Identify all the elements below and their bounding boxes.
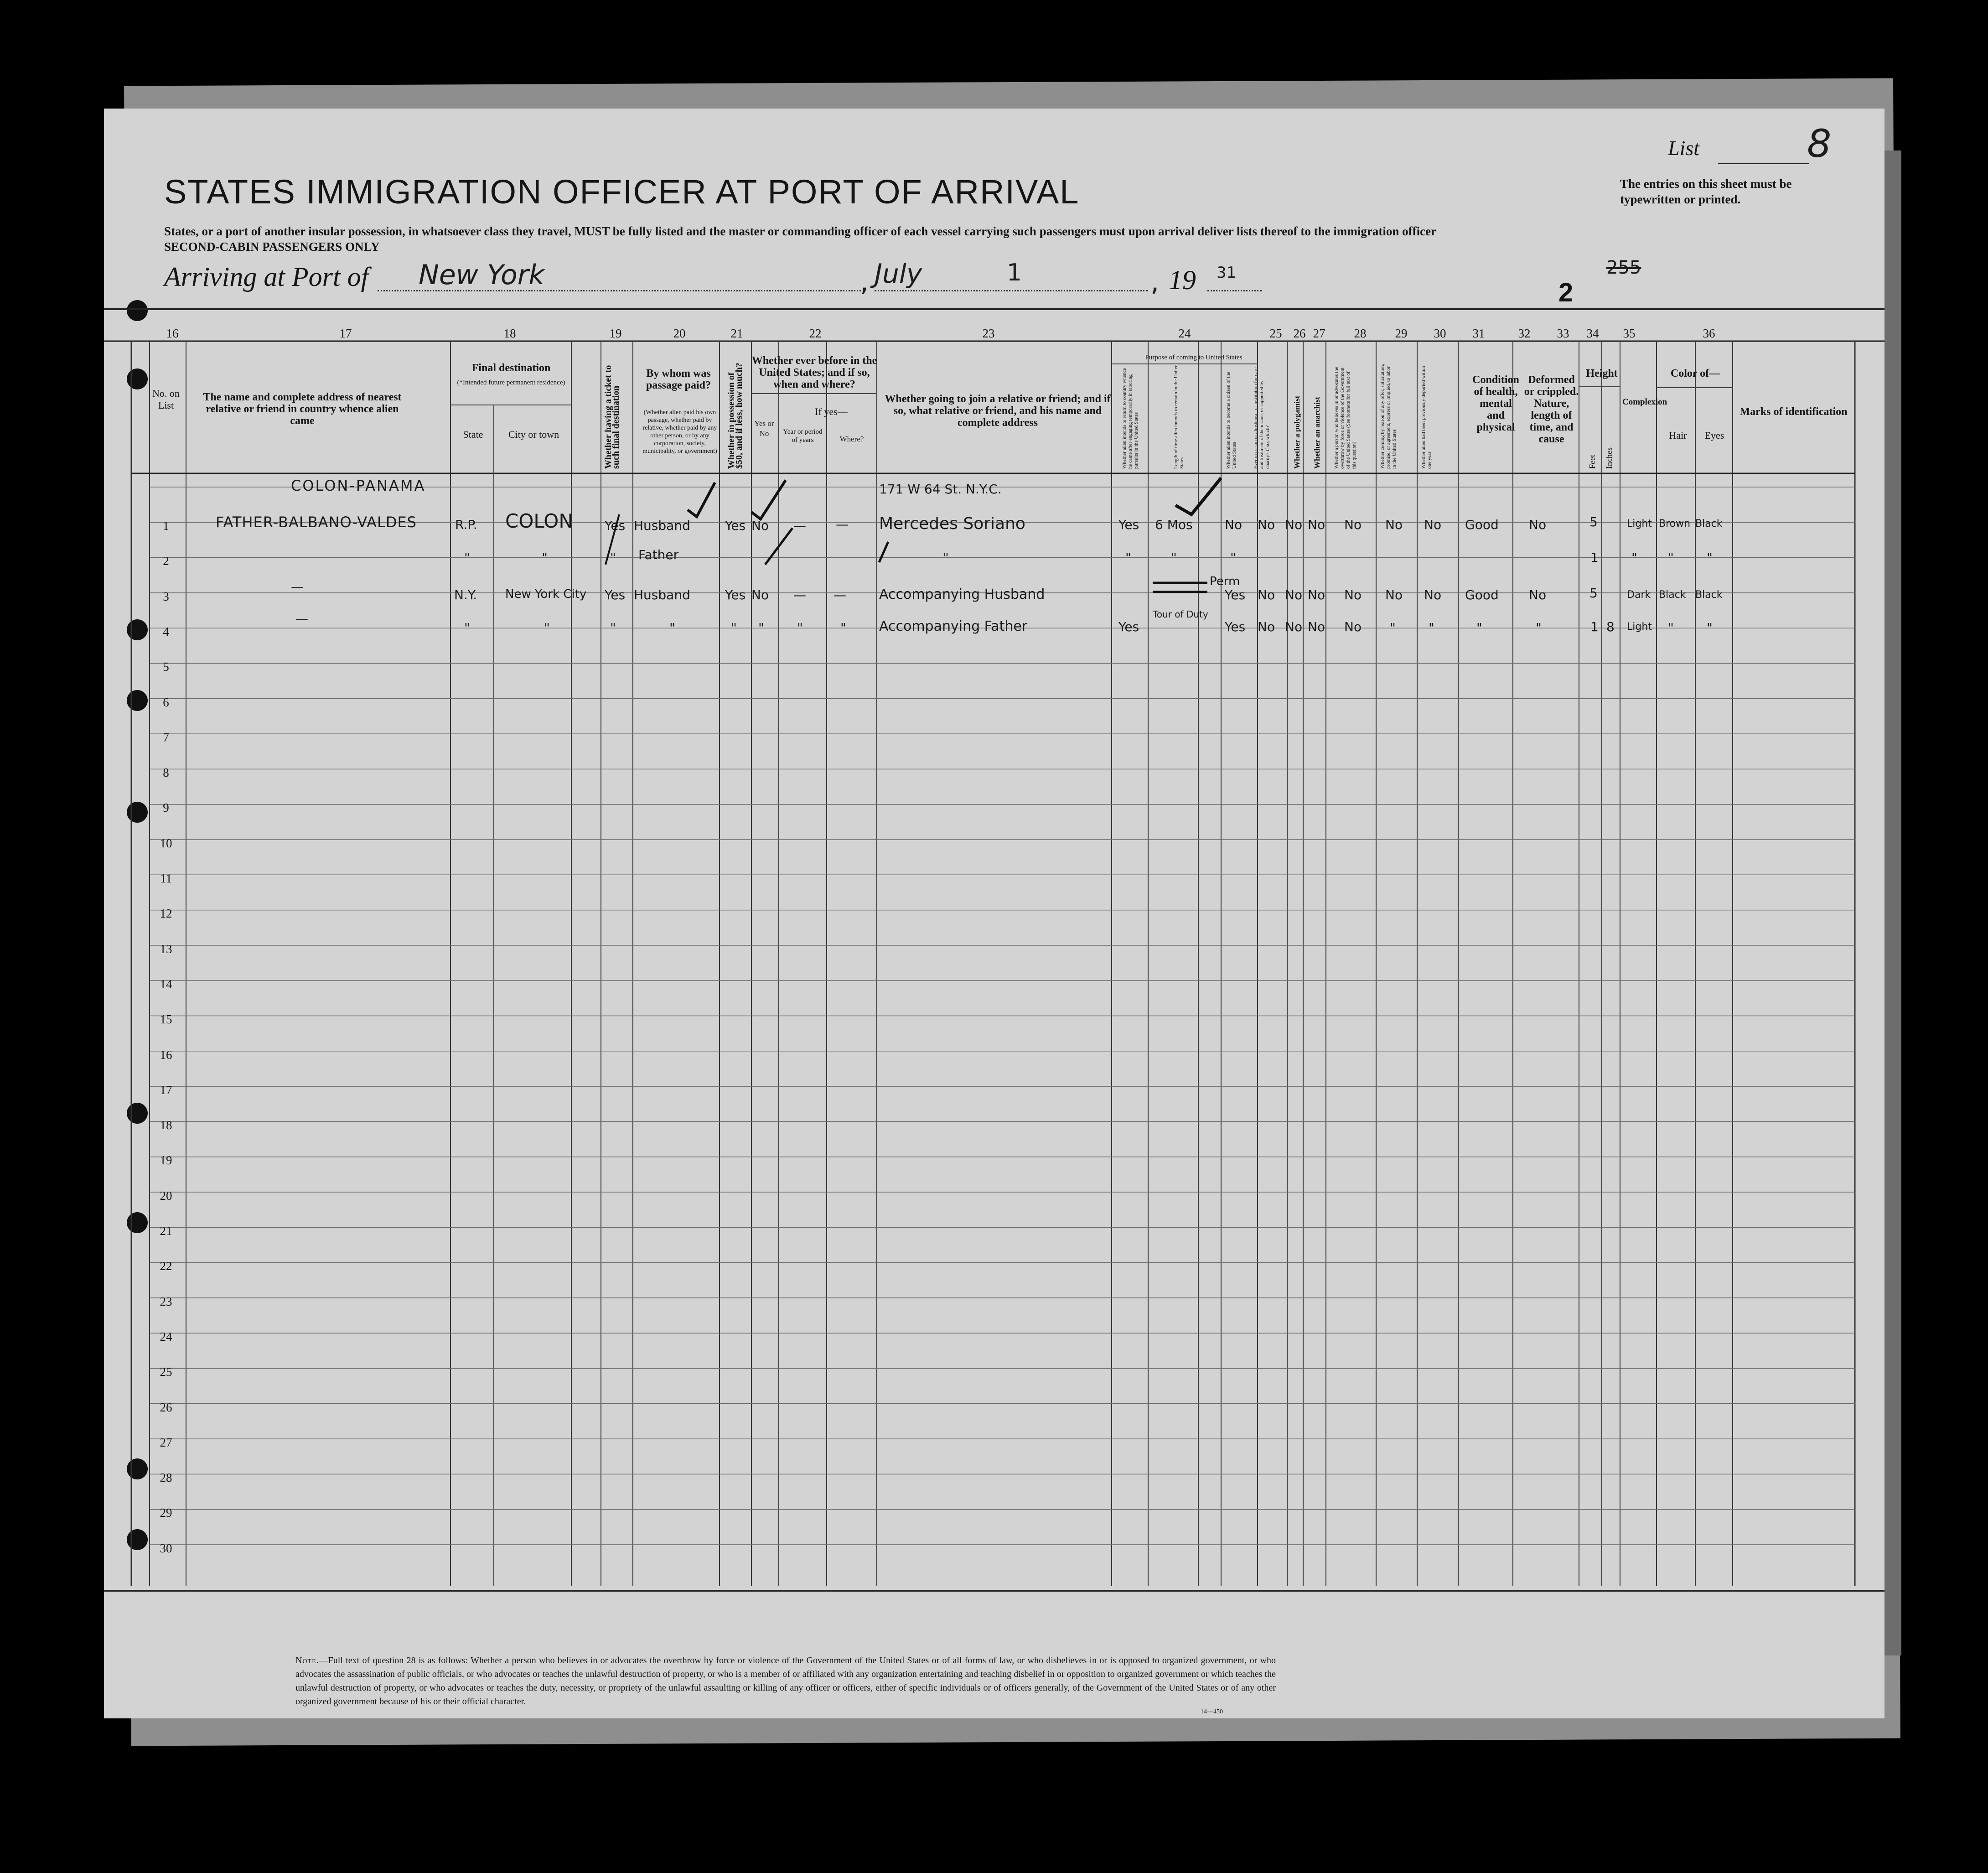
row4-hair-ditto: " xyxy=(1668,620,1674,635)
row-number: 20 xyxy=(160,1188,172,1203)
row-number: 5 xyxy=(163,660,169,674)
list-number: 8 xyxy=(1807,121,1832,166)
header-ticket: Whether having a ticket to such final destination xyxy=(603,365,621,469)
list-label: List xyxy=(1668,136,1700,160)
header-inches: Inches xyxy=(1605,447,1614,469)
subtitle-line-1: States, or a port of another insular possession, in whatsoever class they travel, MUST be fully listed and the master or commanding officer of each vessel carrying such passengers must upon arrival deliver lists thereof to the immigration officer xyxy=(164,224,1437,238)
header-no-on-list: No. on List xyxy=(152,388,180,411)
row4-fifty-ditto: " xyxy=(731,620,737,635)
row-number: 11 xyxy=(160,872,172,885)
column-number: 32 xyxy=(1518,327,1531,340)
row4-labor-ditto: " xyxy=(1390,620,1396,635)
column-number: 29 xyxy=(1395,327,1408,340)
row4-inches: 8 xyxy=(1606,619,1615,634)
row1-polygamist: No xyxy=(1285,517,1303,532)
column-number: 22 xyxy=(809,327,822,340)
column-number: 36 xyxy=(1703,327,1715,340)
row3-overthrow: No xyxy=(1344,587,1362,602)
row3-anarchist: No xyxy=(1308,587,1325,602)
header-where: Where? xyxy=(839,435,864,443)
row-number: 24 xyxy=(160,1329,172,1344)
check-mark xyxy=(606,514,619,565)
row1-overthrow: No xyxy=(1344,517,1362,532)
port-of-arrival: New York xyxy=(419,259,545,291)
row1-complexion: Light xyxy=(1627,518,1652,529)
column-number: 24 xyxy=(1178,327,1191,340)
row-number: 7 xyxy=(163,730,169,744)
header-feet: Feet xyxy=(1588,455,1597,469)
header-labor-offer: Whether coming by reason of any offer, solicitation, promise, or agreement, express or implied, to labor in the United States xyxy=(1380,364,1397,469)
row2-paid-by: Father xyxy=(638,547,679,562)
row3-before: No xyxy=(751,587,769,602)
row2-city-ditto: " xyxy=(542,550,548,565)
row1-before: No xyxy=(751,518,769,533)
header-health: Condition of health, mental and physical xyxy=(1472,374,1519,433)
header-yes-or-no: Yes or No xyxy=(754,419,774,438)
row3-state: N.Y. xyxy=(454,587,477,602)
row3-city: New York City xyxy=(505,587,587,601)
footnote xyxy=(295,1654,1276,1708)
row-number: 13 xyxy=(160,942,172,956)
header-city: City or town xyxy=(508,429,559,440)
row3-where: — xyxy=(834,587,846,602)
row-number: 22 xyxy=(160,1259,172,1273)
header-overthrow: Whether a person who believes in or advocates the overthrow by force or violence of the Government of the United States (See footnote for full text of this question) xyxy=(1334,367,1357,469)
column-number: 16 xyxy=(166,327,179,340)
column-number: 35 xyxy=(1623,327,1636,340)
row1-paid-by: Husband xyxy=(634,518,690,533)
row-number: 15 xyxy=(160,1012,172,1027)
row4-anarchist: No xyxy=(1308,619,1325,634)
header-marks: Marks of identification xyxy=(1740,406,1848,418)
check-mark xyxy=(879,542,888,562)
year-suffix: 31 xyxy=(1217,264,1237,282)
header-height: Height xyxy=(1586,368,1618,379)
column-number: 21 xyxy=(730,327,743,340)
row3-labor: No xyxy=(1385,587,1403,602)
row3-fifty: Yes xyxy=(725,587,746,602)
row-number: 23 xyxy=(160,1294,172,1308)
header-deported: Whether alien had been previously deported within one year xyxy=(1421,366,1432,469)
footnote-label: Note. xyxy=(295,1655,319,1665)
header-before-in-us: Whether ever before in the United States; and if so, when and where? xyxy=(751,355,877,390)
row4-feet: 1 xyxy=(1590,619,1599,634)
header-anarchist: Whether an anarchist xyxy=(1313,396,1321,469)
row-number: 9 xyxy=(163,801,169,815)
row-number: 6 xyxy=(163,695,169,709)
row-number: 2 xyxy=(163,554,169,568)
manifest-sheet xyxy=(104,109,1884,1718)
row1-length: 6 Mos xyxy=(1155,517,1193,532)
row3-citizen: Yes xyxy=(1225,587,1246,602)
header-deformed: Deformed or crippled. Nature, length of time, and cause xyxy=(1524,374,1579,445)
header-citizen-intent: Whether alien intends to become a citizen of the United States xyxy=(1226,372,1237,469)
row3-ticket: Yes xyxy=(605,587,626,602)
row1-place-above: COLON-PANAMA xyxy=(291,477,426,494)
column-number: 19 xyxy=(609,327,622,340)
header-return-intent: Whether alien intends to return to country whence he came after engaging temporarily in laboring pursuits in the United States xyxy=(1122,368,1139,469)
row3-feet: 5 xyxy=(1589,586,1598,601)
row1-deformed: No xyxy=(1529,517,1547,532)
row1-eyes: Black xyxy=(1695,518,1723,529)
typewritten-note: The entries on this sheet must be typewritten or printed. xyxy=(1620,177,1792,206)
footnote-text: —Full text of question 28 is as follows: Whether a person who believes in or advocates the overthrow by force or violence of the Government of the United States or of all forms of law, or who disbelieves in or is opposed to organized government, or who advocates the assassination of public officials, or who advocates or teaches the unlawful destruction of property, or who is a member of or affiliated with any organization entertaining and teaching disbelief in or opposition to organized government or which teaches the unlawful destruction of property, or who advocates or teaches the duty, necessity, or propriety of the unlawful assaulting or killing of any officer or officers, either of specific individuals or of officers generally, of the Government of the United States or of any other organized government because of his or their official character. xyxy=(295,1655,1276,1707)
header-join-relative: Whether going to join a relative or friend; and if so, what relative or friend, and his name and complete address xyxy=(885,393,1111,429)
row4-citizen: Yes xyxy=(1225,619,1246,634)
row2-hair-ditto: " xyxy=(1668,550,1674,565)
header-state: State xyxy=(463,429,483,440)
header-final-destination-sub: (*Intended future permanent residence) xyxy=(457,379,565,386)
column-number: 23 xyxy=(982,327,995,340)
row2-citizen-ditto: " xyxy=(1230,550,1236,565)
row4-eyes-ditto: " xyxy=(1707,620,1713,635)
arriving-label: Arriving at Port of xyxy=(164,262,369,292)
form-number: 14—450 xyxy=(1201,1708,1223,1715)
row2-feet: 1 xyxy=(1590,550,1599,565)
row4-deported-ditto: " xyxy=(1429,620,1434,635)
row3-eyes: Black xyxy=(1695,589,1723,601)
row4-before-ditto: " xyxy=(758,620,764,635)
row1-feet: 5 xyxy=(1589,514,1598,529)
row3-length: Perm xyxy=(1210,575,1240,588)
header-year-period: Year or period of years xyxy=(783,428,823,444)
row4-paid-ditto: " xyxy=(669,620,675,635)
row4-overthrow: No xyxy=(1344,619,1362,634)
strike-out xyxy=(1153,583,1207,592)
column-number: 33 xyxy=(1557,327,1569,340)
header-fifty-dollars: Whether in possession of $50, and if less, how much? xyxy=(726,363,744,469)
column-number: 18 xyxy=(503,327,516,340)
column-number: 20 xyxy=(673,327,686,340)
row-number: 28 xyxy=(160,1471,172,1485)
row4-city-ditto: " xyxy=(544,620,550,635)
row-number: 10 xyxy=(160,836,172,850)
arrival-month: July xyxy=(875,258,922,289)
column-number: 17 xyxy=(339,327,352,340)
arrival-day: 1 xyxy=(1007,259,1022,286)
row3-deformed: No xyxy=(1529,587,1547,602)
row4-state-ditto: " xyxy=(464,620,470,635)
column-number: 28 xyxy=(1354,327,1367,340)
row1-year: — xyxy=(793,518,806,533)
row3-join: Accompanying Husband xyxy=(879,586,1045,602)
row1-deported: No xyxy=(1424,517,1442,532)
header-passage-paid: By whom was passage paid? xyxy=(646,368,711,391)
subtitle-line-2: SECOND-CABIN PASSENGERS ONLY xyxy=(164,240,380,254)
column-number: 27 xyxy=(1313,327,1325,340)
row4-relative: — xyxy=(295,611,308,626)
header-polygamist: Whether a polygamist xyxy=(1293,395,1301,469)
row-number: 3 xyxy=(163,589,169,603)
row1-relative: FATHER-BALBANO-VALDES xyxy=(216,514,417,531)
row1-join: Mercedes Soriano xyxy=(879,514,1025,533)
row2-state-ditto: " xyxy=(464,550,470,565)
row-number: 12 xyxy=(160,907,172,921)
row1-anarchist: No xyxy=(1308,517,1325,532)
row1-return: Yes xyxy=(1118,517,1139,532)
row1-labor: No xyxy=(1385,517,1403,532)
row-number: 30 xyxy=(160,1541,172,1555)
row4-length: Tour of Duty xyxy=(1153,609,1208,620)
row3-hair: Black xyxy=(1659,589,1686,601)
row1-hair: Brown xyxy=(1659,518,1691,529)
row4-year-ditto: " xyxy=(797,620,803,635)
year-prefix: 19 xyxy=(1169,265,1196,295)
row-number: 19 xyxy=(160,1153,172,1167)
header-length-of-stay: Length of time alien intends to remain in the United States xyxy=(1173,364,1185,469)
row-number: 18 xyxy=(160,1118,172,1132)
row4-health-ditto: " xyxy=(1476,620,1482,635)
header-prison: Ever in prison or almshouse, or institution for care and treatment of the insane, or supported by charity? If so, which? xyxy=(1253,367,1270,469)
row2-ticket-ditto: " xyxy=(610,550,616,565)
check-mark xyxy=(765,528,792,565)
row1-prison: No xyxy=(1258,517,1275,532)
row-number: 4 xyxy=(163,624,169,638)
row-number: 29 xyxy=(160,1506,172,1520)
check-mark xyxy=(1175,478,1221,514)
row-number: 21 xyxy=(160,1224,172,1238)
row3-prison: No xyxy=(1258,587,1275,602)
check-mark xyxy=(688,483,715,517)
row1-citizen: No xyxy=(1225,517,1242,532)
row3-health: Good xyxy=(1465,587,1499,602)
struck-sheet-number: 255 xyxy=(1606,257,1641,278)
check-marks xyxy=(104,109,1884,1718)
column-number: 30 xyxy=(1434,327,1446,340)
row-number: 1 xyxy=(163,519,169,533)
row3-year: — xyxy=(793,587,806,602)
row-number: 26 xyxy=(160,1400,172,1414)
header-purpose: Purpose of coming to United States xyxy=(1145,354,1242,361)
row1-ticket: Yes xyxy=(605,518,626,533)
row-number: 8 xyxy=(163,766,169,780)
header-color-of: Color of— xyxy=(1670,368,1720,379)
row-number: 17 xyxy=(160,1083,172,1097)
row4-return: Yes xyxy=(1118,619,1139,634)
comma: , xyxy=(860,266,869,298)
row2-length-ditto: " xyxy=(1171,550,1177,565)
row2-eyes-ditto: " xyxy=(1707,550,1713,565)
header-final-destination: Final destination xyxy=(471,362,551,374)
row1-join-address: 171 W 64 St. N.Y.C. xyxy=(879,482,1002,497)
sheet-number: 2 xyxy=(1558,278,1574,307)
header-hair: Hair xyxy=(1669,430,1687,441)
header-complexion: Complexion xyxy=(1622,397,1667,407)
row1-where: — xyxy=(836,517,849,532)
row3-polygamist: No xyxy=(1285,587,1303,602)
row4-complexion: Light xyxy=(1627,621,1652,633)
row2-return-ditto: " xyxy=(1125,550,1131,565)
row4-ticket-ditto: " xyxy=(610,620,616,635)
row-number: 14 xyxy=(160,977,172,991)
row4-prison: No xyxy=(1258,619,1275,634)
row1-state: R.P. xyxy=(455,517,477,532)
column-number: 31 xyxy=(1472,327,1485,340)
form-title: STATES IMMIGRATION OFFICER AT PORT OF ARRIVAL xyxy=(164,173,1080,211)
row4-where-ditto: " xyxy=(840,620,846,635)
header-eyes: Eyes xyxy=(1704,430,1724,441)
row4-join: Accompanying Father xyxy=(879,618,1028,634)
header-passage-paid-sub: (Whether alien paid his own passage, whether paid by relative, whether paid by any other person, or by any corporation, society, municipality, or government) xyxy=(642,409,717,455)
column-number: 34 xyxy=(1586,327,1599,340)
row1-health: Good xyxy=(1465,517,1499,532)
row-number: 27 xyxy=(160,1435,172,1449)
row3-deported: No xyxy=(1424,587,1442,602)
check-mark xyxy=(751,480,786,519)
row3-complexion: Dark xyxy=(1627,589,1651,601)
comma: , xyxy=(1150,266,1160,298)
row2-join-ditto: " xyxy=(943,550,949,565)
row3-relative: — xyxy=(291,579,304,594)
row2-complexion-ditto: " xyxy=(1631,550,1637,565)
row1-fifty: Yes xyxy=(725,518,746,533)
column-number: 26 xyxy=(1293,327,1306,340)
row4-deformed-ditto: " xyxy=(1536,620,1542,635)
row4-polygamist: No xyxy=(1285,619,1303,634)
header-if-yes: If yes— xyxy=(815,406,848,417)
header-nearest-relative: The name and complete address of nearest relative or friend in country whence alien came xyxy=(203,391,402,427)
row3-paid-by: Husband xyxy=(634,587,690,602)
row1-city: COLON xyxy=(505,510,573,532)
row-number: 25 xyxy=(160,1365,172,1379)
column-number: 25 xyxy=(1269,327,1282,340)
row-number: 16 xyxy=(160,1048,172,1062)
